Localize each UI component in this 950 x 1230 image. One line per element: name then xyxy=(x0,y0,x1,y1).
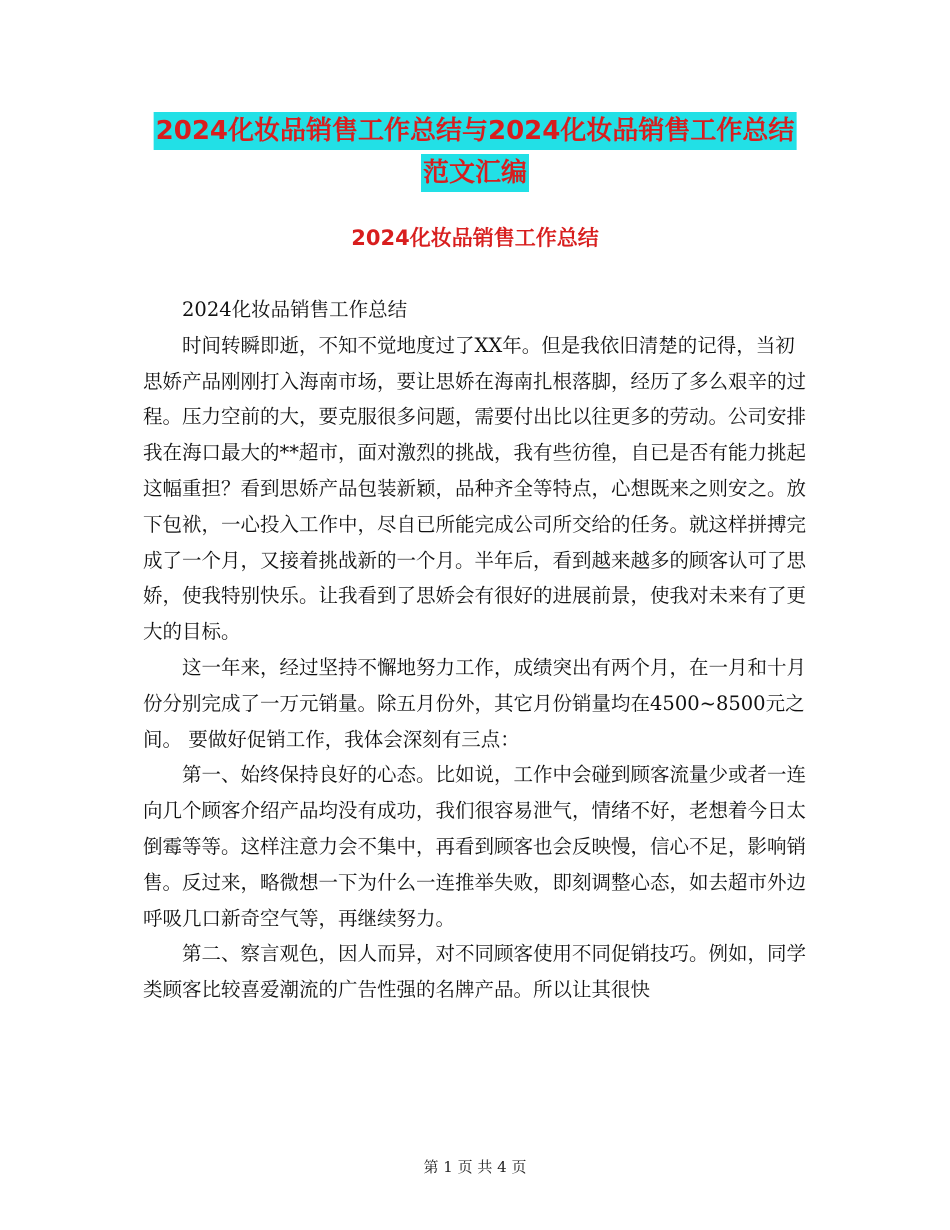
paragraph-heading: 2024化妆品销售工作总结 xyxy=(182,298,408,321)
paragraph: 第一、始终保持良好的心态。比如说，工作中会碰到顾客流量少或者一连向几个顾客介绍产品均没有成功，我们很容易泄气，情绪不好，老想着今日太倒霉等等。这样注意力会不集中，再看到顾客也会反映慢，信心不足，影响销售。反过来，略微想一下为什么一连推举失败，即刻调整心态，如去超市外边呼吸几口新奇空气等，再继续努力。 xyxy=(143,763,807,930)
title-line-1: 2024化妆品销售工作总结与2024化妆品销售工作总结 xyxy=(154,112,797,150)
document-body xyxy=(143,292,808,1008)
paragraph: 这一年来，经过坚持不懈地努力工作，成绩突出有两个月，在一月和十月份分别完成了一万元销量。除五月份外，其它月份销量均在4500~8500元之间。 要做好促销工作，我体会深刻有三点： xyxy=(143,655,807,751)
paragraph: 第二、察言观色，因人而异，对不同顾客使用不同促销技巧。例如，同学类顾客比较喜爱潮流的广告性强的名牌产品。所以让其很快 xyxy=(143,942,807,1002)
section-heading: 2024化妆品销售工作总结 xyxy=(351,226,599,250)
paragraph: 时间转瞬即逝，不知不觉地度过了XX年。但是我依旧清楚的记得，当初思娇产品刚刚打入海南市场，要让思娇在海南扎根落脚，经历了多么艰辛的过程。压力空前的大，要克服很多问题，需要付出比以往更多的劳动。公司安排我在海口最大的**超市，面对激烈的挑战，我有些彷徨，自已是否有能力挑起这幅重担？看到思娇产品包装新颖，品种齐全等特点，心想既来之则安之。放下包袱，一心投入工作中，尽自已所能完成公司所交给的任务。就这样拼搏完成了一个月，又接着挑战新的一个月。半年后，看到越来越多的顾客认可了思娇，使我特别快乐。让我看到了思娇会有很好的进展前景，使我对未来有了更大的目标。 xyxy=(143,333,807,644)
title-line-2: 范文汇编 xyxy=(421,154,529,192)
page-footer: 第 1 页 共 4 页 xyxy=(423,1158,527,1176)
